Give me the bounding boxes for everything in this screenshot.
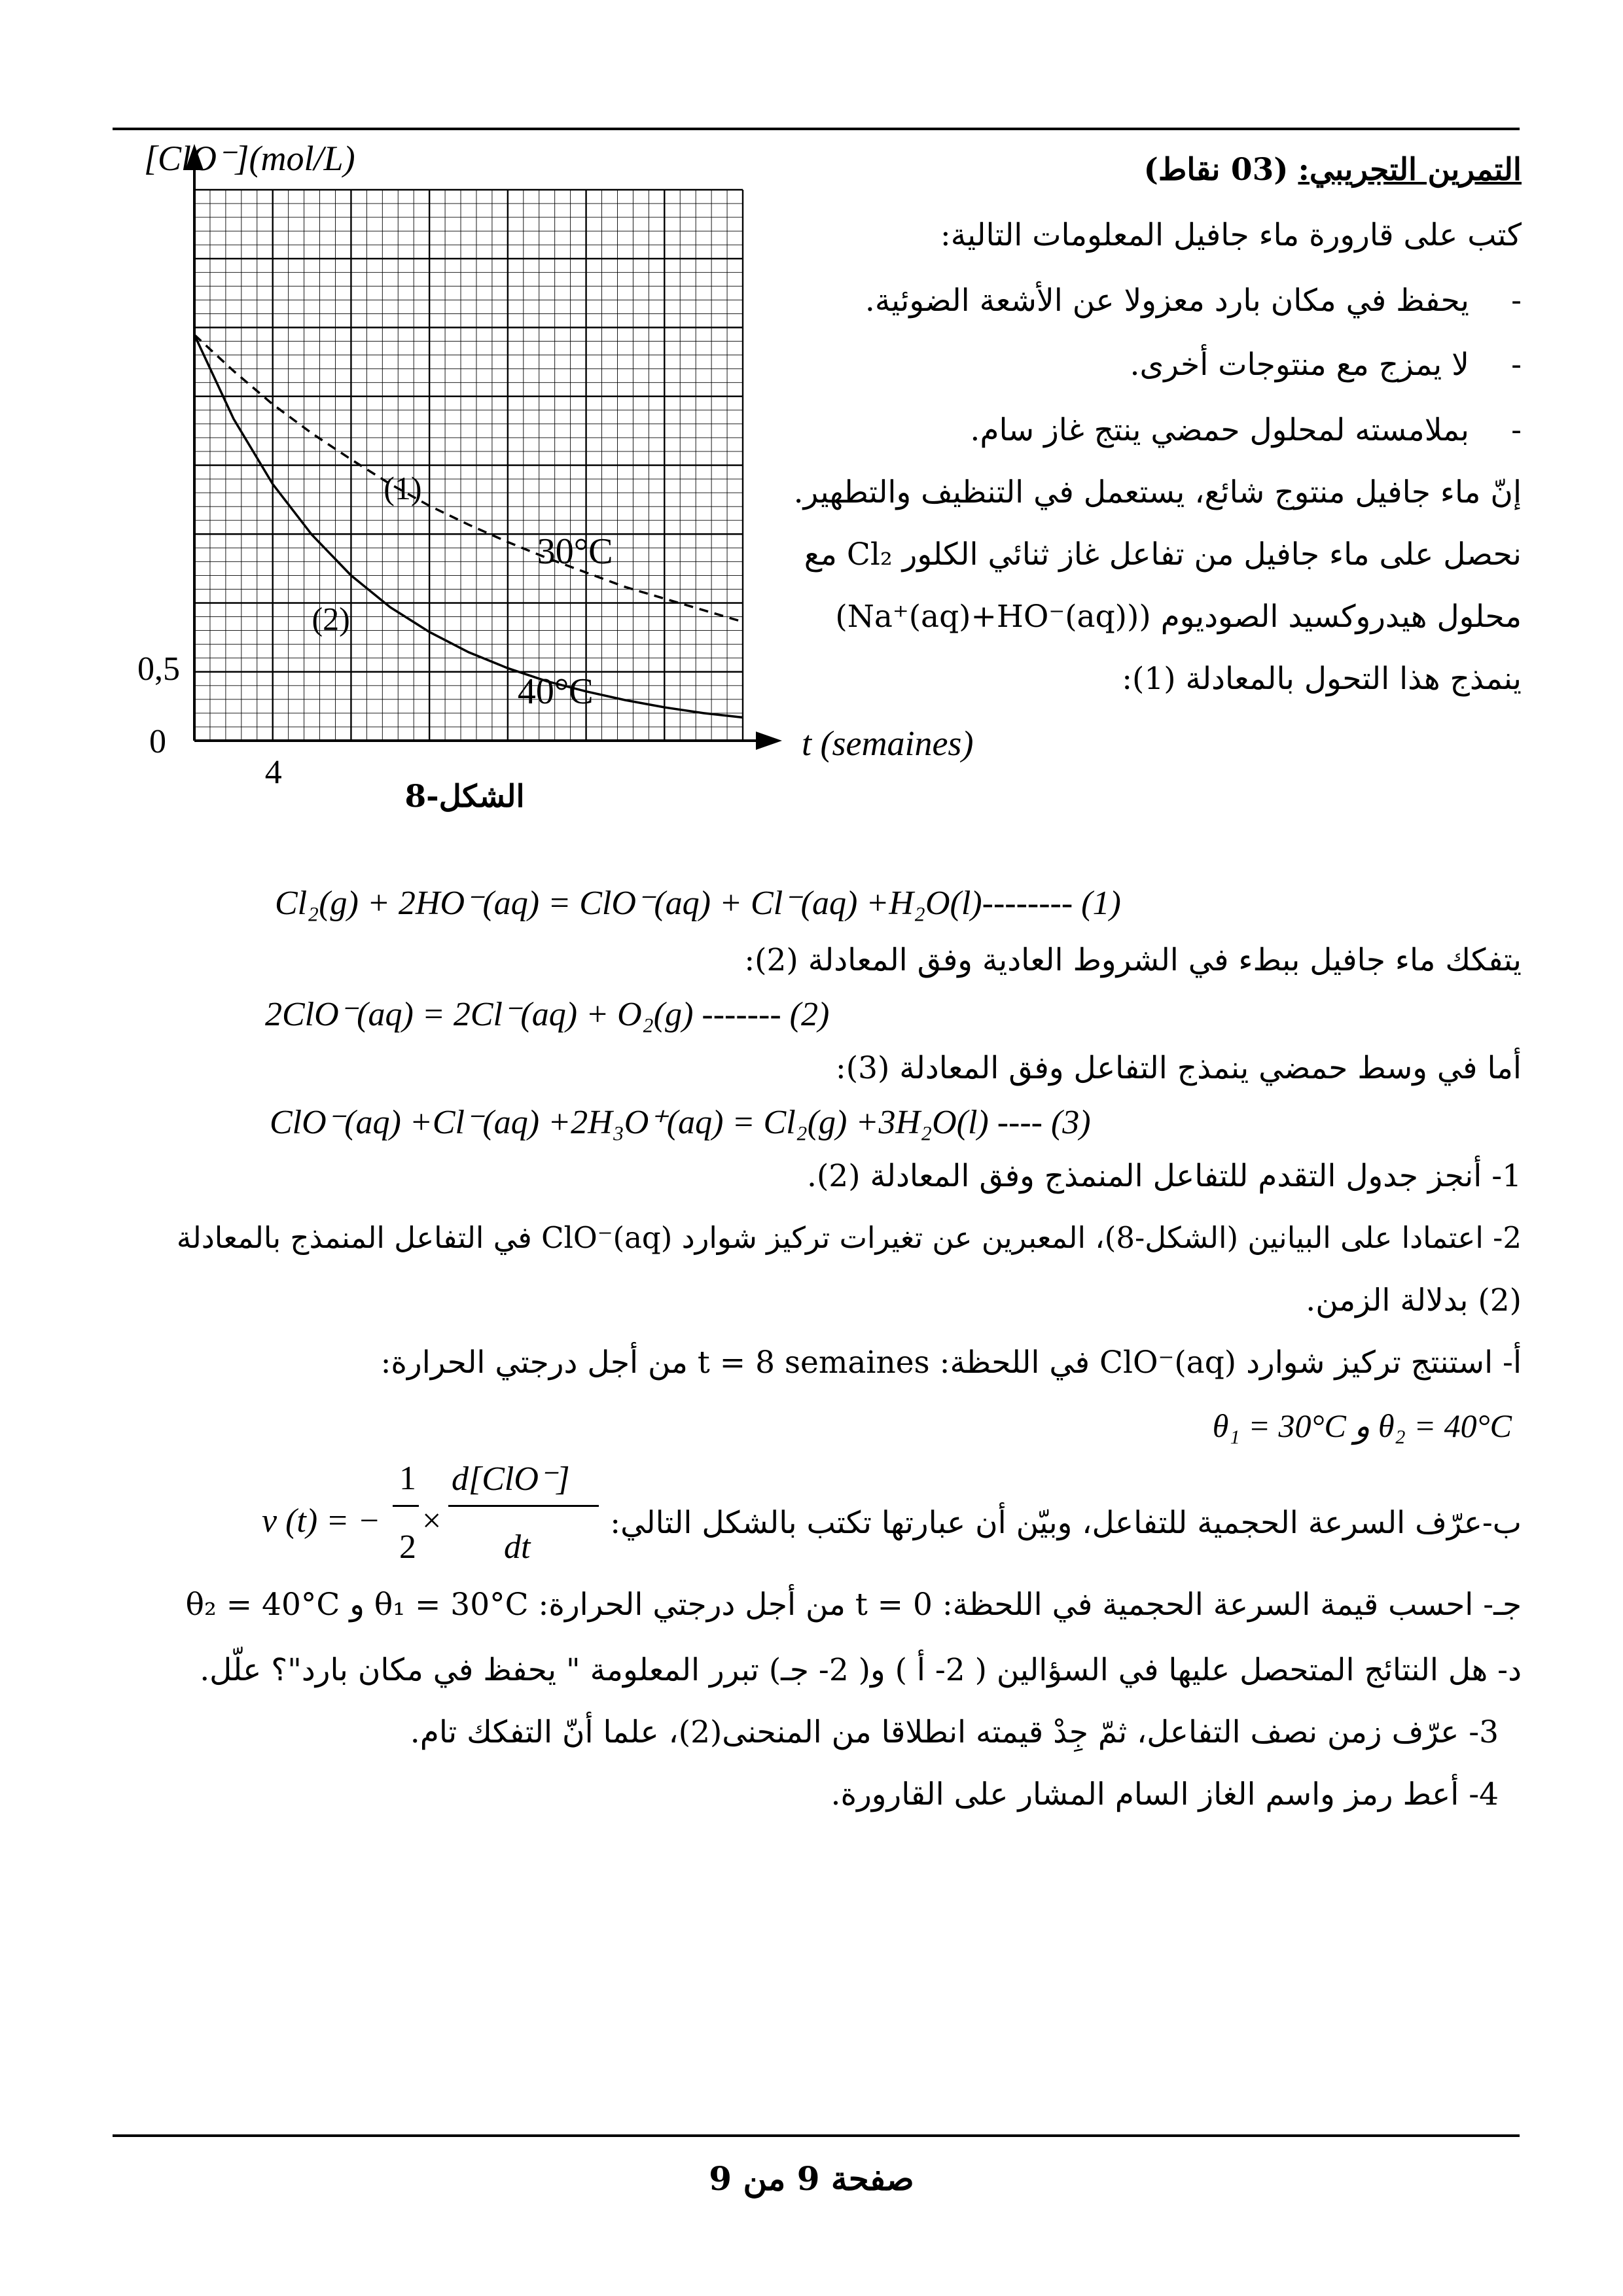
question-2c: جـ- احسب قيمة السرعة الحجمية في اللحظة: t = 0 من أجل درجتي الحرارة: θ₁ = 30°C و θ₂ = 40°C <box>185 1587 1522 1623</box>
page-footer: صفحة 9 من 9 <box>709 2159 914 2198</box>
text-line: محلول هيدروكسيد الصوديوم ((Na⁺(aq)+HO⁻(aq)) <box>835 599 1522 635</box>
exercise-header <box>1144 152 1522 188</box>
text-line: نحصل على ماء جافيل من تفاعل غاز ثنائي الكلور Cl₂ مع <box>804 537 1522 573</box>
question-2: 2- اعتمادا على البيانين (الشكل-8)، المعبرين عن تغيرات تركيز شوارد ClO⁻(aq) في التفاعل المنمذج بالمعادلة <box>176 1220 1522 1255</box>
text-line: ينمذج هذا التحول بالمعادلة (1): <box>1122 661 1522 697</box>
question-3: 3- عرّف زمن نصف التفاعل، ثمّ جِدْ قيمته انطلاقا من المنحنى(2)، علما أنّ التفكك تام. <box>410 1714 1499 1750</box>
equation-1: Cl₂(g) + 2HO⁻(aq) = ClO⁻(aq) + Cl⁻(aq) +H₂O(l)-------- (1) <box>275 885 1121 922</box>
bullet-item: -لا يمزج مع منتوجات أخرى. <box>1130 347 1522 383</box>
exercise-points: (03 نقاط) <box>1143 152 1289 188</box>
series-label-2: (2) <box>312 600 350 637</box>
bullet-item: -يحفظ في مكان بارد معزولا عن الأشعة الضوئية. <box>865 283 1522 319</box>
formula-lhs: v (t) = − <box>262 1502 381 1540</box>
equation-2: 2ClO⁻(aq) = 2Cl⁻(aq) + O₂(g) ------- (2) <box>265 996 830 1033</box>
bullet-item: -بملامسته لمحلول حمضي ينتج غاز سام. <box>970 412 1522 448</box>
exercise-intro: كتب على قارورة ماء جافيل المعلومات التالية: <box>940 217 1522 253</box>
text-line: إنّ ماء جافيل منتوج شائع، يستعمل في التنظيف والتطهير. <box>793 474 1522 510</box>
question-2a-temps: θ₂ = 40°C و θ₁ = 30°C <box>1212 1407 1512 1444</box>
question-2a: أ- استنتج تركيز شوارد ClO⁻(aq) في اللحظة: t = 8 semaines من أجل درجتي الحرارة: <box>380 1345 1522 1381</box>
x-tick-label: 4 <box>264 754 282 791</box>
bottom-rule <box>113 2134 1520 2137</box>
equation-3-intro: أما في وسط حمضي ينمذج التفاعل وفق المعادلة (3): <box>835 1050 1522 1086</box>
formula-bar2 <box>448 1505 599 1507</box>
series-line-1 <box>194 335 743 622</box>
equation-3: ClO⁻(aq) +Cl⁻(aq) +2H₃O⁺(aq) = Cl₂(g) +3H₂O(l) ---- (3) <box>270 1104 1091 1141</box>
question-4: 4- أعط رمز واسم الغاز السام المشار على القارورة. <box>830 1776 1499 1812</box>
y-tick-label: 0 <box>149 723 166 760</box>
series-line-2 <box>194 335 743 718</box>
figure-caption: الشكل-8 <box>404 779 525 815</box>
y-axis-label: [ClO⁻](mol/L) <box>144 139 355 178</box>
x-axis-arrow <box>756 732 782 750</box>
formula-den2: dt <box>504 1528 531 1566</box>
top-rule <box>113 128 1520 130</box>
equation-2-intro: يتفكك ماء جافيل ببطء في الشروط العادية وفق المعادلة (2): <box>744 942 1522 978</box>
x-axis-label: t (semaines) <box>802 724 974 763</box>
question-2d: د- هل النتائج المتحصل عليها في السؤالين ( 2- أ ) و( 2- جـ) تبرر المعلومة " يحفظ في مكان بارد"؟ علّل. <box>200 1652 1522 1688</box>
formula-bar1 <box>393 1505 419 1507</box>
formula-den1: 2 <box>399 1528 416 1566</box>
formula-num2: d[ClO⁻] <box>452 1460 570 1498</box>
formula-times: × <box>422 1502 442 1540</box>
question-2b: ب-عرّف السرعة الحجمية للتفاعل، وبيّن أن عبارتها تكتب بالشكل التالي: <box>610 1505 1522 1541</box>
formula-num1: 1 <box>399 1460 416 1497</box>
question-1: 1- أنجز جدول التقدم للتفاعل المنمذج وفق المعادلة (2). <box>807 1158 1522 1194</box>
series-temp-label-2: 40°C <box>517 671 594 712</box>
chart-curves <box>194 335 743 718</box>
y-tick-label: 0,5 <box>137 650 180 688</box>
series-temp-label-1: 30°C <box>537 531 613 573</box>
question-2-cont: (2) بدلالة الزمن. <box>1306 1282 1522 1318</box>
series-label-1: (1) <box>383 470 422 507</box>
exercise-title: التمرين التجريبي: <box>1298 152 1522 188</box>
